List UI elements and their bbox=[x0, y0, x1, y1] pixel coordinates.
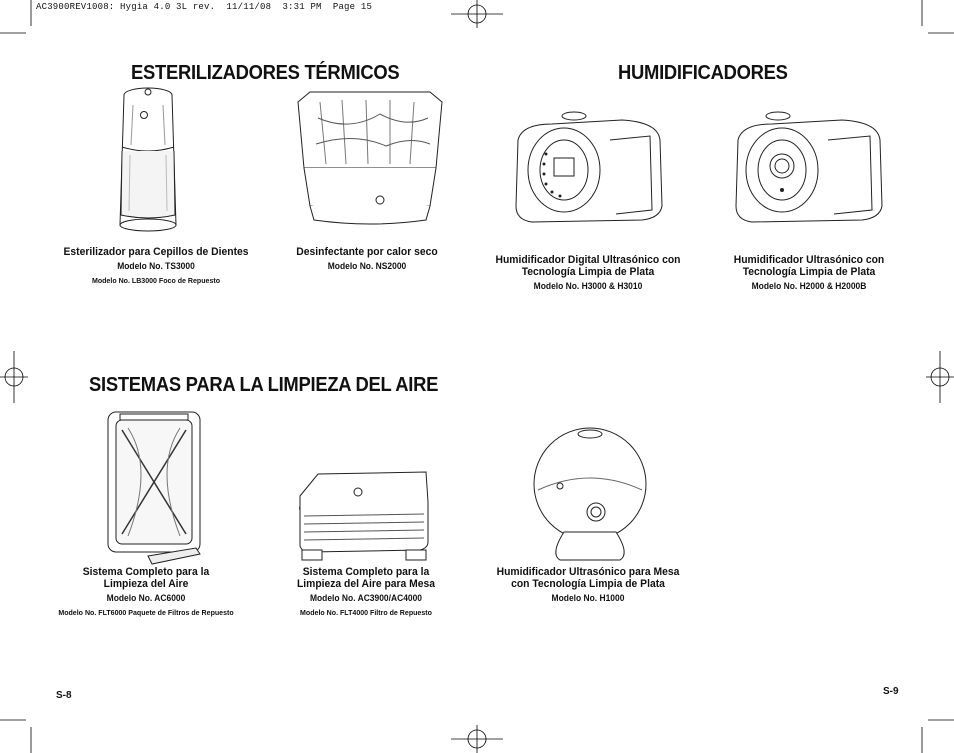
print-slug: AC3900REV1008: Hygia 4.0 3L rev. 11/11/08 3:31 PM Page 15 bbox=[36, 2, 373, 12]
caption-ac6000 bbox=[46, 566, 245, 619]
heading-sterilizers: ESTERILIZADORES TÉRMICOS bbox=[131, 62, 400, 84]
ts3000-replacement: Modelo No. LB3000 Foco de Repuesto bbox=[91, 276, 221, 285]
ac3900-model: Modelo No. AC3900/AC4000 bbox=[309, 593, 423, 603]
ac6000-replacement: Modelo No. FLT6000 Paquete de Filtros de Repuesto bbox=[58, 608, 234, 617]
caption-h2000 bbox=[712, 254, 906, 292]
h3000-illustration bbox=[512, 110, 664, 230]
h3000-title-line1: Humidificador Digital Ultrasónico con bbox=[495, 254, 681, 266]
caption-h3000 bbox=[485, 254, 692, 292]
h2000-title-line2: Tecnología Limpia de Plata bbox=[742, 266, 876, 278]
caption-h1000 bbox=[485, 566, 692, 604]
caption-ts3000 bbox=[47, 246, 265, 287]
h2000-model: Modelo No. H2000 & H2000B bbox=[751, 281, 867, 291]
page-number-left: S-8 bbox=[56, 690, 72, 701]
ac3900-title-line2: Limpieza del Aire para Mesa bbox=[296, 578, 436, 590]
h1000-title-line2: con Tecnología Limpia de Plata bbox=[511, 578, 665, 590]
h1000-title-line1: Humidificador Ultrasónico para Mesa bbox=[496, 566, 680, 578]
h2000-illustration bbox=[732, 110, 884, 230]
ts3000-illustration bbox=[108, 85, 188, 235]
caption-ac3900 bbox=[281, 566, 450, 619]
heading-air-systems: SISTEMAS PARA LA LIMPIEZA DEL AIRE bbox=[89, 374, 439, 396]
caption-ns2000 bbox=[278, 246, 457, 272]
h1000-model: Modelo No. H1000 bbox=[551, 593, 625, 603]
ac6000-title-line1: Sistema Completo para la bbox=[82, 566, 210, 578]
h2000-title-line1: Humidificador Ultrasónico con bbox=[733, 254, 885, 266]
page-number-right: S-9 bbox=[883, 686, 899, 697]
heading-humidifiers: HUMIDIFICADORES bbox=[618, 62, 788, 84]
ac3900-replacement: Modelo No. FLT4000 Filtro de Repuesto bbox=[300, 608, 432, 617]
ts3000-model: Modelo No. TS3000 bbox=[117, 261, 195, 271]
h3000-title-line2: Tecnología Limpia de Plata bbox=[521, 266, 655, 278]
h1000-illustration bbox=[530, 426, 650, 564]
ac3900-title-line1: Sistema Completo para la bbox=[302, 566, 430, 578]
ac6000-illustration bbox=[100, 408, 208, 568]
h3000-model: Modelo No. H3000 & H3010 bbox=[533, 281, 643, 291]
ns2000-illustration bbox=[290, 88, 450, 236]
ns2000-model: Modelo No. NS2000 bbox=[327, 261, 407, 271]
ac6000-title-line2: Limpieza del Aire bbox=[103, 578, 189, 590]
ns2000-title: Desinfectante por calor seco bbox=[296, 246, 438, 258]
ac3900-illustration bbox=[296, 466, 432, 570]
ac6000-model: Modelo No. AC6000 bbox=[106, 593, 186, 603]
ts3000-title: Esterilizador para Cepillos de Dientes bbox=[63, 246, 249, 258]
